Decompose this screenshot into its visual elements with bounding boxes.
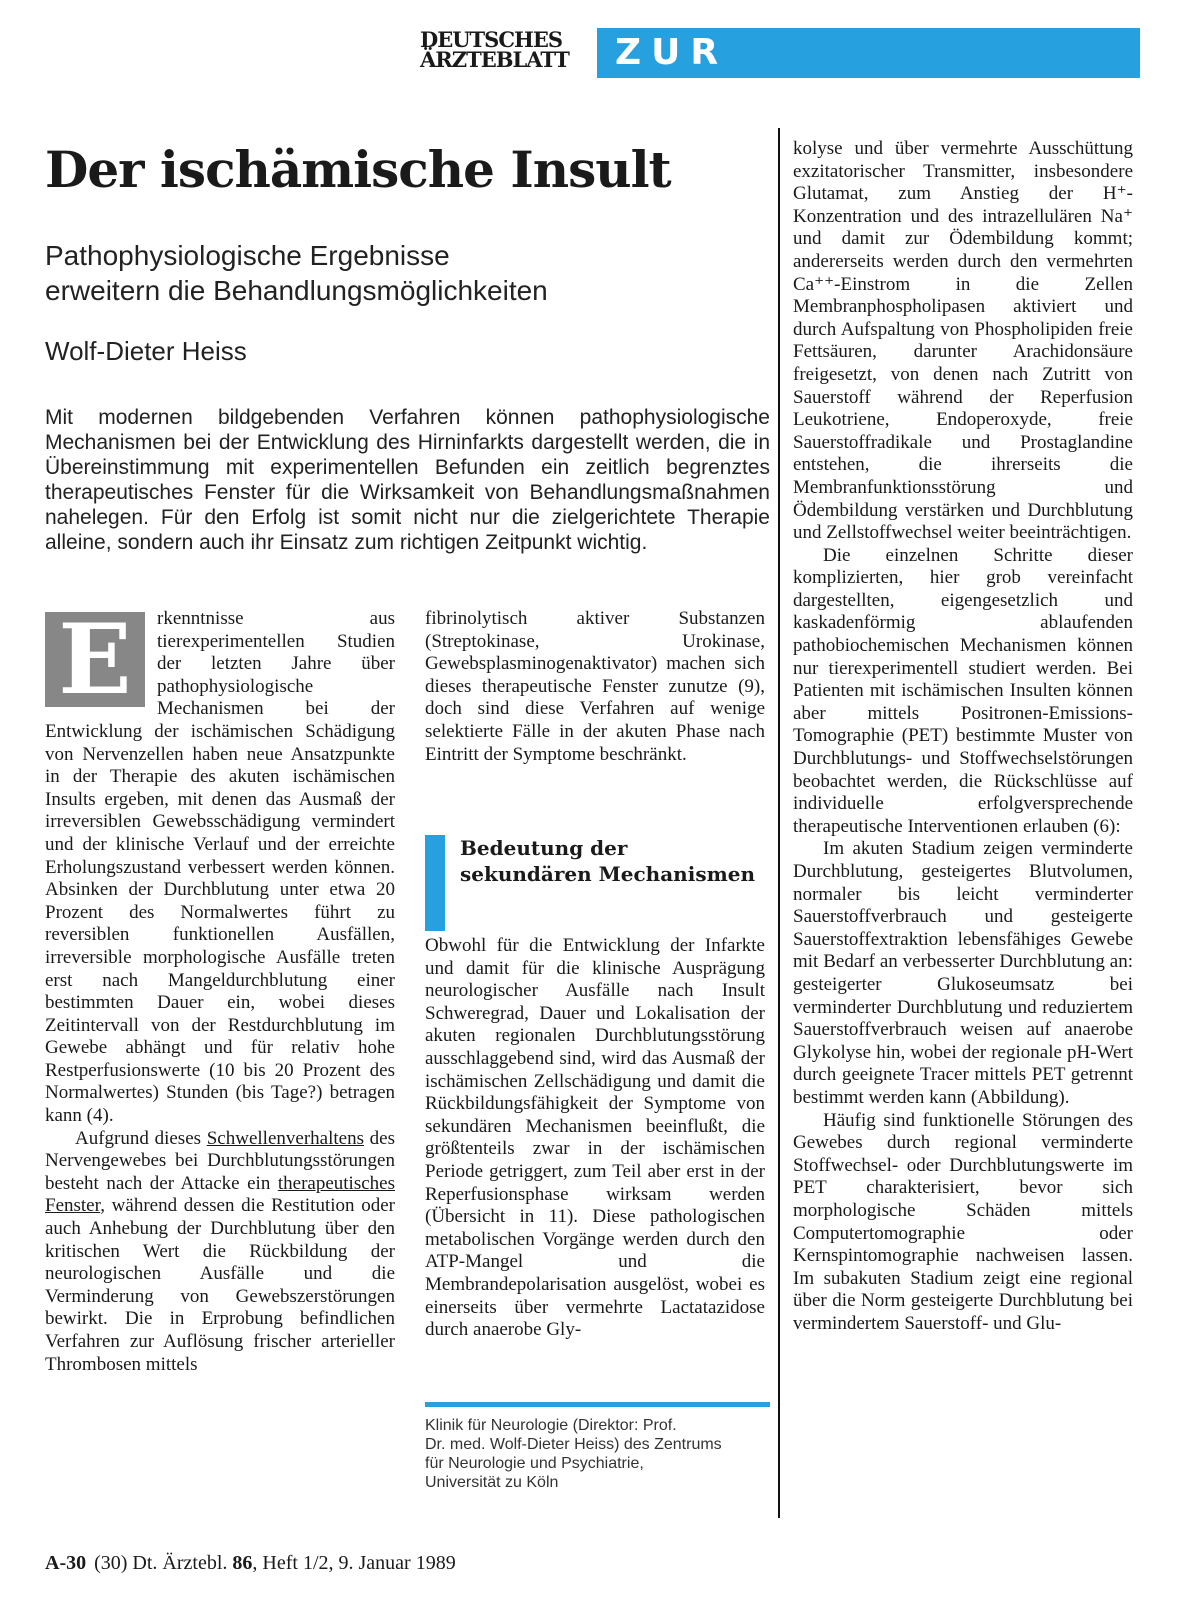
paragraph: fibrinolytisch aktiver Substanzen (Streptokinase, Urokinase, Gewebsplasminogenaktivator) machen sich dieses therapeutische Fenster zunutze (9), doch sind diese Verfahren auf wenige selektierte Fälle in der akuten Phase nach Eintritt der Symptome beschränkt. xyxy=(425,608,765,765)
text-run: des Nervengewebes bei Durchblutungsstörungen besteht nach der Attacke ein xyxy=(45,1127,396,1194)
body-column-1 xyxy=(45,603,396,1376)
journal-masthead xyxy=(420,27,570,72)
underlined-term: Schwellenverhaltens xyxy=(206,1127,364,1149)
paragraph: Häufig sind funktionelle Störungen des Gewebes durch regional verminderte Stoffwechsel- oder Durchblutungswerte im PET charakterisiert, bevor sich morphologische Schäden mittels Computertomographie oder Kernspintomographie nachweisen lassen. Im subakuten Stadium zeigt eine regional über die Norm gesteigerte Durchblutung bei vermindertem Sauerstoff- und Glu- xyxy=(793,1109,1133,1334)
subtitle-line2: erweitern die Behandlungsmöglichkeiten xyxy=(45,275,548,306)
paragraph: Obwohl für die Entwicklung der Infarkte und damit für die klinische Ausprägung neurologischer Ausfälle nach Insult Schweregrad, Dauer und Lokalisation der akuten regionalen Durchblutungsstörung ausschlaggebend sind, wird das Ausmaß der ischämischen Zellschädigung und damit die Rückbildungsfähigkeit der Symptome von sekundären Mechanismen beeinflußt, die größtenteils zwar in der ischämischen Periode getriggert, zum Teil aber erst in der Reperfusionsphase wirksam werden (Übersicht in 11). Diese pathologischen metabolischen Vorgänge werden durch den ATP-Mangel und die Membrandepolarisation ausgelöst, wobei es einerseits über vermehrte Lactatazidose durch anaerobe Gly- xyxy=(425,935,765,1341)
dropcap: E xyxy=(45,612,145,707)
masthead-line2: ÄRZTEBLATT xyxy=(420,47,569,72)
affiliation-line: Klinik für Neurologie (Direktor: Prof. xyxy=(425,1417,677,1434)
underlined-term: therapeutisches Fenster xyxy=(45,1172,395,1217)
volume-number: 86 xyxy=(232,1552,253,1574)
page-number: A-30 xyxy=(45,1552,87,1574)
author-affiliation xyxy=(425,1416,770,1492)
body-column-2 xyxy=(425,608,765,766)
text-run: , während dessen die Restitution oder auch Anhebung der Durchblutung über den kritischen Wert die Rückbildung der neurologischen Ausfälle und die Verminderung von Gewebszerstörungen bewirkt. Die in Erprobung befindlichen Verfahren zur Auflösung frischer arterieller Thrombosen mittels xyxy=(45,1195,395,1375)
paragraph xyxy=(45,603,395,1128)
paragraph: Im akuten Stadium zeigen verminderte Durchblutung, gesteigertes Blutvolumen, normaler bis leicht verminderter Sauerstoffverbrauch und gesteigerte Sauerstoffextraktion lebensfähiges Gewebe mit Bedarf an verbesserter Durchblutung an: gesteigerter Glukoseumsatz bei verminderter Durchblutung und reduziertem Sauerstoffverbrauch weisen auf anaerobe Glykolyse hin, wobei der regionale pH-Wert durch geeignete Tracer mittels PET getrennt bestimmt werden kann (Abbildung). xyxy=(793,838,1133,1108)
section-marker-bar xyxy=(425,835,445,931)
column-divider xyxy=(778,128,780,1518)
section-heading xyxy=(425,835,770,931)
paragraph: Die einzelnen Schritte dieser komplizierten, hier grob vereinfacht dargestellten, eigengesetzlich und kaskadenförmig ablaufenden pathobiochemischen Mechanismen können nur tierexperimentell studiert werden. Bei Patienten mit ischämischen Insulten können aber mittels Positronen-Emissions-Tomographie (PET) bestimmte Muster von Durchblutungs- und Stoffwechselstörungen beobachtet werden, die Rückschlüsse auf individuelle erfolgversprechende therapeutische Interventionen erlauben (6): xyxy=(793,544,1133,837)
body-column-3 xyxy=(793,138,1133,1335)
article-author: Wolf-Dieter Heiss xyxy=(45,336,247,366)
section-title-line1: Bedeutung der xyxy=(460,836,628,860)
masthead-line1: DEUTSCHES xyxy=(420,27,563,52)
paragraph-text: rkenntnisse aus tierexperimentellen Studien der letzten Jahre über pathophysiologische Mechanismen bei der Entwicklung der ischämischen Schädigung von Nervenzellen haben neue Ansatzpunkte in der Therapie des akuten ischämischen Insults ergeben, mit denen das Ausmaß der irreversiblen Gewebsschädigung vermindert und der klinische Verlauf und der erreichte Erholungszustand verbessert werden können. Absinken der Durchblutung unter etwa 20 Prozent des Normalwertes führt zu reversiblen funktionellen Ausfällen, irreversible morphologische Ausfälle treten erst nach Mangeldurchblutung einer bestimmten Dauer ein, wobei dieses Zeitintervall von der Restdurchblutung im Gewebe abhängt und für relativ hohe Restperfusionswerte (10 bis 20 Prozent des Normalwertes) Stunden (bis Tage?) betragen kann (4). xyxy=(45,608,395,1127)
citation-text: (30) Dt. Ärztebl. xyxy=(94,1552,233,1574)
section-banner: ZUR FORTBILDUNG xyxy=(597,28,1140,78)
body-column-2-continued xyxy=(425,935,765,1342)
affiliation-line: für Neurologie und Psychiatrie, xyxy=(425,1455,644,1472)
page-footer xyxy=(45,1552,456,1575)
section-title-line2: sekundären Mechanismen xyxy=(460,862,755,886)
subtitle-line1: Pathophysiologische Ergebnisse xyxy=(45,240,450,271)
text-run: Aufgrund dieses xyxy=(75,1127,207,1149)
affiliation-line: Universität zu Köln xyxy=(425,1474,559,1491)
paragraph xyxy=(45,1128,395,1377)
article-abstract: Mit modernen bildgebenden Verfahren können pathophysiologische Mechanismen bei der Entwicklung des Hirninfarkts dargestellt werden, die in Übereinstimmung mit experimentellen Befunden ein zeitlich begrenztes therapeutisches Fenster für die Wirksamkeit von Behandlungsmaßnahmen nahelegen. Für den Erfolg ist somit nicht nur die zielgerichtete Therapie alleine, sondern auch ihr Einsatz zum richtigen Zeitpunkt wichtig. xyxy=(45,406,770,554)
article-title: Der ischämische Insult xyxy=(45,140,671,199)
affiliation-line: Dr. med. Wolf-Dieter Heiss) des Zentrums xyxy=(425,1436,722,1453)
paragraph: kolyse und über vermehrte Ausschüttung exzitatorischer Transmitter, insbesondere Glutamat, zum Anstieg der H⁺-Konzentration und des intrazellulären Na⁺ und damit zur Ödembildung kommt; andererseits werden durch den vermehrten Ca⁺⁺-Einstrom in die Zellen Membranphospholipasen aktiviert und durch Aufspaltung von Phospholipiden freie Fettsäuren, darunter Arachidonsäure freigesetzt, von denen nach Zutritt von Sauerstoff während der Reperfusion Leukotriene, Endoperoxyde, freie Sauerstoffradikale und Prostaglandine entstehen, die ihrerseits die Membranfunktionsstörung und Ödembildung verstärken und Durchblutung und Zellstoffwechsel weiter beeinträchtigen. xyxy=(793,138,1133,544)
citation-text: , Heft 1/2, 9. Januar 1989 xyxy=(252,1552,456,1574)
article-subtitle xyxy=(45,238,745,308)
section-title xyxy=(460,835,755,887)
affiliation-rule xyxy=(425,1402,770,1407)
